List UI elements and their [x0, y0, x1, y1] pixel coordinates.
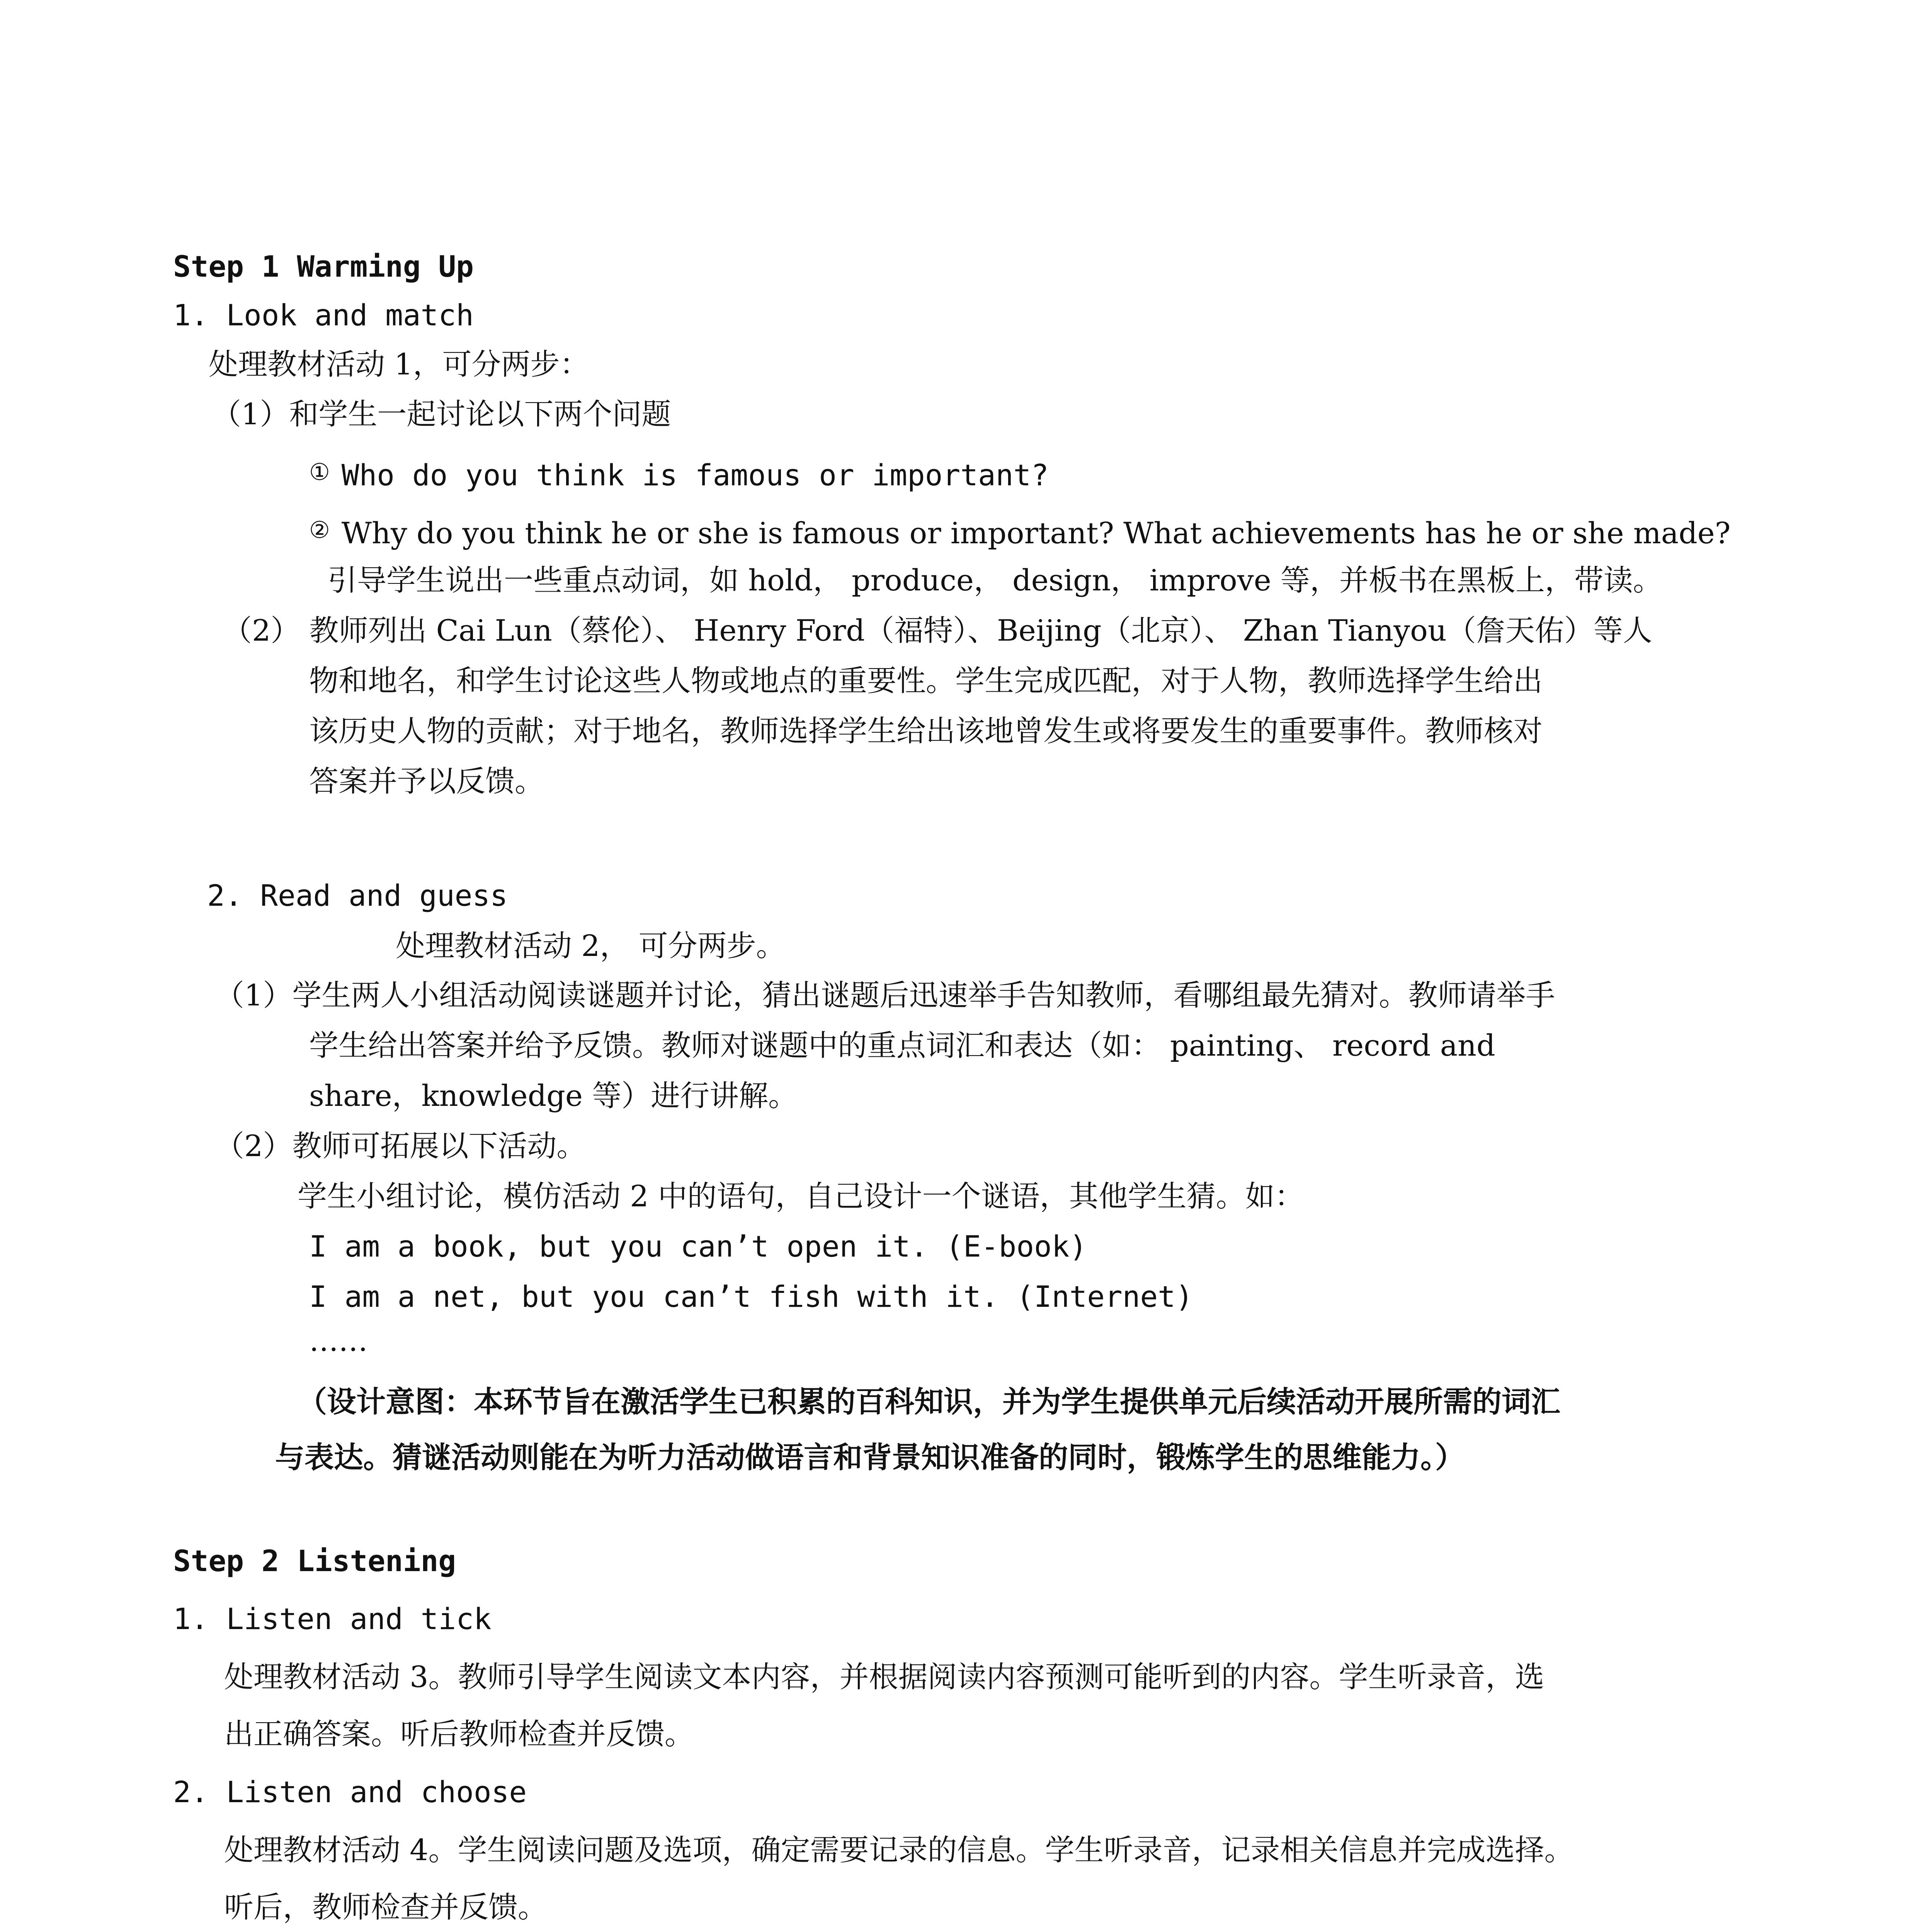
circled-one-marker: ① — [309, 459, 330, 486]
step2-item1-line: 处理教材活动 3。教师引导学生阅读文本内容，并根据阅读内容预测可能听到的内容。学生听录音，选 — [224, 1660, 1544, 1694]
step1-item2-sub2-label: （2）教师可拓展以下活动。 — [215, 1129, 586, 1163]
question-2 — [309, 511, 1730, 553]
step2-item2-title: 2. Listen and choose — [173, 1775, 527, 1809]
question-2-text: Why do you think he or she is famous or important? What achievements has he or she made? — [341, 516, 1731, 550]
question-1-text: Who do you think is famous or important? — [341, 458, 1049, 492]
step1-item2-sub2-desc: 学生小组讨论，模仿活动 2 中的语句，自己设计一个谜语，其他学生猜。如： — [298, 1179, 1304, 1213]
step1-heading: Step 1 Warming Up — [173, 249, 474, 284]
step1-item1-sub2-line: 物和地名，和学生讨论这些人物或地点的重要性。学生完成匹配，对于人物，教师选择学生给出 — [309, 663, 1543, 698]
step2-item2-line: 处理教材活动 4。学生阅读问题及选项，确定需要记录的信息。学生听录音，记录相关信息并完成选择。 — [224, 1833, 1574, 1867]
step1-item1-title: 1. Look and match — [173, 298, 474, 332]
step1-item1-sub1-label: （1）和学生一起讨论以下两个问题 — [212, 397, 671, 431]
step1-item1-sub2-line: 答案并予以反馈。 — [309, 764, 544, 798]
step1-item1-intro: 处理教材活动 1，可分两步： — [209, 347, 589, 381]
question-1 — [309, 453, 1049, 495]
design-intent-line: （设计意图：本环节旨在激活学生已积累的百科知识，并为学生提供单元后续活动开展所需的词汇 — [298, 1384, 1560, 1419]
step1-item1-sub2-line: （2） 教师列出 Cai Lun（蔡伦）、 Henry Ford（福特）、Beijing（北京）、 Zhan Tianyou（詹天佑）等人 — [223, 613, 1652, 648]
step2-item1-line: 出正确答案。听后教师检查并反馈。 — [224, 1717, 694, 1751]
riddle-example: I am a book, but you can’t open it. (E-book) — [309, 1229, 1087, 1264]
question-note: 引导学生说出一些重点动词，如 hold， produce， design， improve 等，并板书在黑板上，带读。 — [328, 563, 1662, 597]
step2-item1-title: 1. Listen and tick — [173, 1602, 492, 1636]
step1-item1-sub2-line: 该历史人物的贡献；对于地名，教师选择学生给出该地曾发生或将要发生的重要事件。教师核对 — [309, 714, 1543, 748]
step1-item2-sub1-line: （1）学生两人小组活动阅读谜题并讨论，猜出谜题后迅速举手告知教师，看哪组最先猜对。教师请举手 — [215, 978, 1555, 1012]
step2-item2-line: 听后，教师检查并反馈。 — [224, 1890, 547, 1924]
riddle-example-ellipsis: …… — [309, 1323, 368, 1358]
step1-item2-sub1-line: share，knowledge 等）进行讲解。 — [309, 1078, 798, 1113]
step1-item2-sub1-line: 学生给出答案并给予反馈。教师对谜题中的重点词汇和表达（如： painting、 record and — [309, 1028, 1495, 1063]
step2-heading: Step 2 Listening — [173, 1544, 456, 1578]
design-intent-line: 与表达。猜谜活动则能在为听力活动做语言和背景知识准备的同时，锻炼学生的思维能力。） — [275, 1440, 1465, 1475]
riddle-example: I am a net, but you can’t fish with it. (Internet) — [309, 1279, 1193, 1314]
circled-two-marker: ② — [309, 517, 330, 544]
step1-item2-title: 2. Read and guess — [207, 878, 508, 913]
step1-item2-intro: 处理教材活动 2， 可分两步。 — [396, 929, 786, 963]
